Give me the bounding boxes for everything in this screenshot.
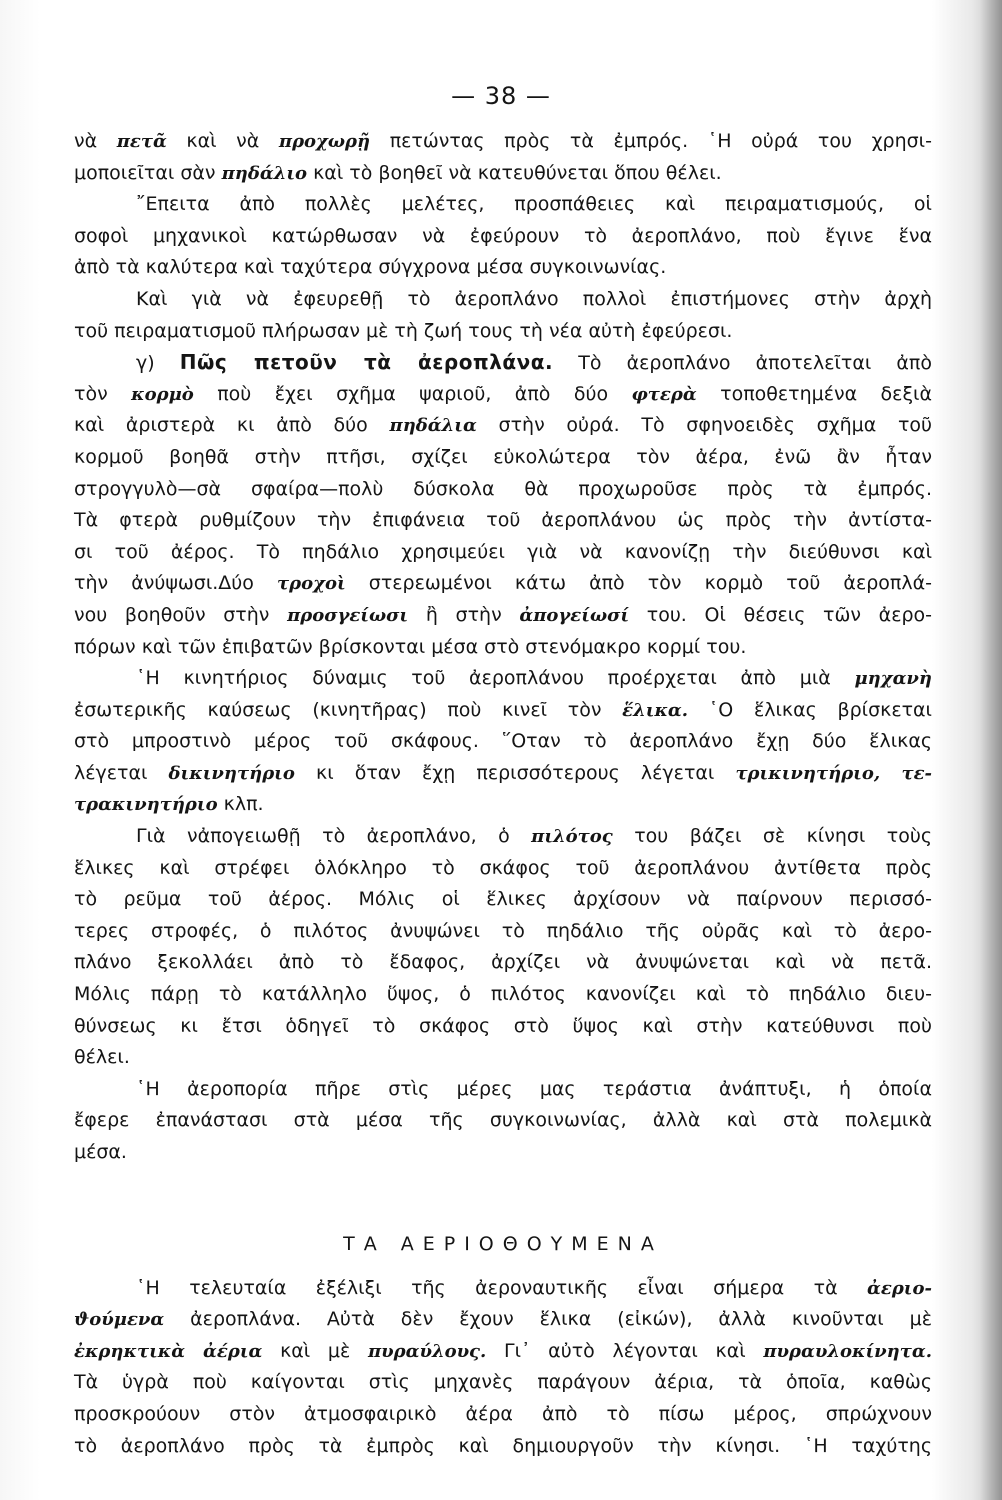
text-line: Τὰ ὑγρὰ ποὺ καίγονται στὶς μηχανὲς παράγουν ἀέρια, τὰ ὁποῖα, καθὼς bbox=[74, 1371, 932, 1394]
text-line: γ) Πῶς πετοῦν τὰ ἀεροπλάνα. Τὸ ἀεροπλάνο ἀποτελεῖται ἀπὸ bbox=[136, 350, 932, 375]
text-line: τὴν ἀνύψωσι.Δύο τροχοὶ στερεωμένοι κάτω ἀπὸ τὸν κορμὸ τοῦ ἀεροπλά- bbox=[74, 572, 932, 595]
text-line: τὸ ρεῦμα τοῦ ἀέρος. Μόλις οἱ ἕλικες ἀρχίσουν νὰ παίρνουν περισσό- bbox=[74, 888, 932, 911]
text-line: ἐκρηκτικὰ ἀέρια καὶ μὲ πυραύλους. Γι᾽ αὐτὸ λέγονται καὶ πυραυλοκίνητα. bbox=[74, 1339, 932, 1362]
text-line: ἐσωτερικῆς καύσεως (κινητῆρας) ποὺ κινεῖ τὸν ἕλικα. ῾Ο ἕλικας βρίσκεται bbox=[74, 698, 932, 721]
text-line: στὸ μπροστινὸ μέρος τοῦ σκάφους. ῞Οταν τὸ ἀεροπλάνο ἔχῃ δύο ἕλικας bbox=[74, 730, 932, 753]
text-line: σοφοὶ μηχανικοὶ κατώρθωσαν νὰ ἐφεύρουν τὸ ἀεροπλάνο, ποὺ ἔγινε ἕνα bbox=[74, 224, 932, 247]
section-title: ΤΑ ΑΕΡΙΟΘΟΥΜΕΝΑ bbox=[343, 1232, 663, 1255]
text-line: Γιὰ νἀπογειωθῇ τὸ ἀεροπλάνο, ὁ πιλότος του βάζει σὲ κίνησι τοὺς bbox=[136, 825, 932, 848]
text-line: τὸ ἀεροπλάνο πρὸς τὰ ἐμπρὸς καὶ δημιουργοῦν τὴν κίνησι. ῾Η ταχύτης bbox=[74, 1434, 932, 1457]
text-line: ἔφερε ἐπανάστασι στὰ μέσα τῆς συγκοινωνίας, ἀλλὰ καὶ στὰ πολεμικὰ bbox=[74, 1109, 932, 1132]
text-line: τερες στροφές, ὁ πιλότος ἀνυψώνει τὸ πηδάλιο τῆς οὐρᾶς καὶ τὸ ἀερο- bbox=[74, 919, 932, 942]
text-line: πόρων καὶ τῶν ἐπιβατῶν βρίσκονται μέσα στὸ στενόμακρο κορμί του. bbox=[74, 635, 747, 658]
text-line: ῾Η ἀεροπορία πῆρε στὶς μέρες μας τεράστια ἀνάπτυξι, ἡ ὁποία bbox=[136, 1077, 932, 1100]
text-line: θέλει. bbox=[74, 1046, 130, 1069]
text-line: λέγεται δικινητήριο κι ὅταν ἔχῃ περισσότερους λέγεται τρικινητήριο, τε- bbox=[74, 761, 932, 784]
text-line: τοῦ πειραματισμοῦ πλήρωσαν μὲ τὴ ζωή τους τὴ νέα αὐτὴ ἐφεύρεσι. bbox=[74, 319, 733, 342]
text-line: τὸν κορμὸ ποὺ ἔχει σχῆμα ψαριοῦ, ἀπὸ δύο φτερὰ τοποθετημένα δεξιὰ bbox=[74, 382, 932, 405]
text-line: προσκρούουν στὸν ἀτμοσφαιρικὸ ἀέρα ἀπὸ τὸ πίσω μέρος, σπρώχνουν bbox=[74, 1402, 932, 1425]
text-line: Καὶ γιὰ νὰ ἐφευρεθῇ τὸ ἀεροπλάνο πολλοὶ ἐπιστήμονες στὴν ἀρχὴ bbox=[136, 287, 932, 310]
text-line: στρογγυλὸ—σὰ σφαίρα—πολὺ δύσκολα θὰ προχωροῦσε πρὸς τὰ ἐμπρός. bbox=[74, 477, 932, 500]
text-line: Μόλις πάρῃ τὸ κατάλληλο ὕψος, ὁ πιλότος κανονίζει καὶ τὸ πηδάλιο διευ- bbox=[74, 983, 932, 1006]
text-line: καὶ ἀριστερὰ κι ἀπὸ δύο πηδάλια στὴν οὐρά. Τὸ σφηνοειδὲς σχῆμα τοῦ bbox=[74, 414, 933, 437]
text-line: κορμοῦ βοηθᾶ στὴν πτῆσι, σχίζει εὐκολώτερα τὸν ἀέρα, ἐνῶ ἂν ἦταν bbox=[74, 445, 932, 468]
text-line: πλάνο ξεκολλάει ἀπὸ τὸ ἔδαφος, ἀρχίζει νὰ ἀνυψώνεται καὶ νὰ πετᾶ. bbox=[74, 951, 932, 974]
text-line: ϑούμενα ἀεροπλάνα. Αὐτὰ δὲν ἔχουν ἕλικα (εἰκών), ἀλλὰ κινοῦνται μὲ bbox=[74, 1308, 932, 1331]
text-line: νὰ πετᾶ καὶ νὰ προχωρῇ πετώντας πρὸς τὰ ἐμπρός. ῾Η οὐρά του χρησι- bbox=[74, 130, 932, 152]
text-line: ῾Η τελευταία ἐξέλιξι τῆς ἀεροναυτικῆς εἶναι σήμερα τὰ ἀεριο- bbox=[136, 1276, 932, 1299]
text-line: ἀπὸ τὰ καλύτερα καὶ ταχύτερα σύγχρονα μέσα συγκοινωνίας. bbox=[74, 256, 667, 279]
text-line: ῾Η κινητήριος δύναμις τοῦ ἀεροπλάνου προέρχεται ἀπὸ μιὰ μηχανὴ bbox=[136, 667, 933, 690]
body-text bbox=[74, 126, 932, 1462]
text-line: σι τοῦ ἀέρος. Τὸ πηδάλιο χρησιμεύει γιὰ νὰ κανονίζῃ τὴν διεύθυνσι καὶ bbox=[74, 540, 932, 563]
text-line: μοποιεῖται σὰν πηδάλιο καὶ τὸ βοηθεῖ νὰ κατευθύνεται ὅπου θέλει. bbox=[74, 161, 722, 184]
text-line: θύνσεως κι ἔτσι ὁδηγεῖ τὸ σκάφος στὸ ὕψος καὶ στὴν κατεύθυνσι ποὺ bbox=[74, 1014, 932, 1037]
text-line: Τὰ φτερὰ ρυθμίζουν τὴν ἐπιφάνεια τοῦ ἀεροπλάνου ὡς πρὸς τὴν ἀντίστα- bbox=[74, 509, 932, 532]
text-line: ῎Επειτα ἀπὸ πολλὲς μελέτες, προσπάθειες καὶ πειραματισμούς, οἱ bbox=[136, 193, 932, 216]
text-line: νου βοηθοῦν στὴν προσγείωσι ἢ στὴν ἀπογείωσί του. Οἱ θέσεις τῶν ἀερο- bbox=[74, 603, 933, 626]
page-number: — 38 — bbox=[451, 82, 551, 110]
text-line: ἕλικες καὶ στρέφει ὁλόκληρο τὸ σκάφος τοῦ ἀεροπλάνου ἀντίθετα πρὸς bbox=[74, 856, 932, 879]
text-line: τρακινητήριο κλπ. bbox=[74, 793, 264, 816]
text-line: μέσα. bbox=[74, 1141, 127, 1163]
subheading: Πῶς πετοῦν τὰ ἀεροπλάνα. bbox=[179, 350, 554, 375]
page-edge-shadow bbox=[980, 0, 1002, 1500]
